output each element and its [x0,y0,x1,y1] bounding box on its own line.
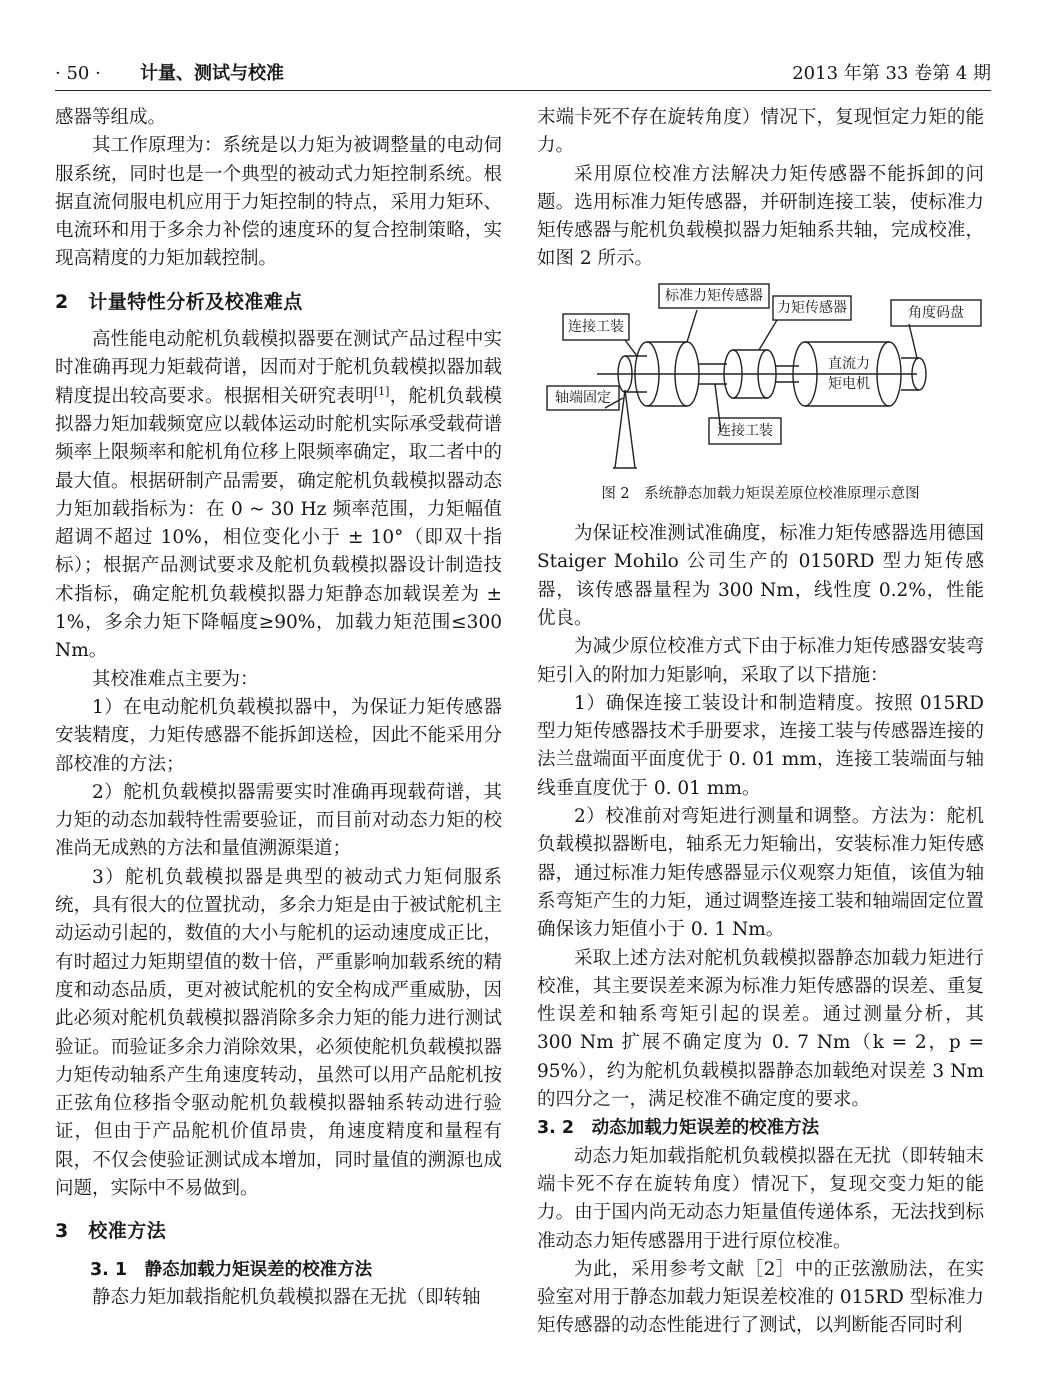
paragraph: 为此，采用参考文献［2］中的正弦激励法，在实验室对用于静态加载力矩误差校准的 015RD 型标准力矩传感器的动态性能进行了测试，以判断能否同时利 [537,1258,984,1337]
fig-label-motor-line1: 直流力 [828,355,870,372]
section-heading-3: 3 校准方法 [55,1220,167,1243]
citation-ref: [1] [373,384,390,398]
fig-label-shaft-fixed: 轴端固定 [555,389,611,406]
paragraph: 感器等组成。 [55,107,167,128]
paragraph: 1）在电动舵机负载模拟器中，为保证力矩传感器安装精度，力矩传感器不能拆卸送检，因此不能采用分部校准的方法； [55,696,502,775]
issue-info: 2013 年第 33 卷第 4 期 [792,63,991,84]
paragraph: 2）校准前对弯矩进行测量和调整。方法为：舵机负载模拟器断电，轴系无力矩输出，安装标准力矩传感器，通过标准力矩传感器显示仪观察力矩值，该值为轴系弯矩产生的力矩，通过调整连接工装和轴端固定位置确保该力矩值小于 0. 1 Nm。 [537,806,984,941]
paragraph: 动态力矩加载指舵机负载模拟器在无扰（即转轴末端卡死不存在旋转角度）情况下，复现交变力矩的能力。由于国内尚无动态力矩量值传递体系，无法找到标准动态力矩传感器用于进行原位校准。 [537,1145,984,1252]
subsection-heading-3-2: 3. 2 动态加载力矩误差的校准方法 [537,1118,820,1139]
right-column [537,104,984,1341]
paragraph-text: ，舵机负载模拟器力矩加载频宽应以载体运动时舵机实际承受载荷谱频率上限频率和舵机角位移上限频率确定，取二者中的最大值。根据研制产品需要，确定舵机负载模拟器动态力矩加载指标为：在 0 ~ 30 Hz 频率范围，力矩幅值超调不超过 10%，相位变化小于 ± 10°（即双十指标）；根据产品测试要求及舵机负载模拟器设计制造技术指标，确定舵机负载模拟器力矩静态加载误差为 ± 1%，多余力矩下降幅度≥90%，加载力矩范围≤300 Nm。 [55,385,502,662]
paragraph: 为保证校准测试准确度，标准力矩传感器选用德国 Staiger Mohilo 公司生产的 0150RD 型力矩传感器，该传感器量程为 300 Nm，线性度 0.2%，性能优良。 [537,523,984,629]
figure-2 [537,280,984,476]
subsection-heading-3-1: 3. 1 静态加载力矩误差的校准方法 [90,1259,373,1280]
fig-label-motor-line2: 矩电机 [828,375,870,392]
fig-label-std-sensor: 标准力矩传感器 [665,287,763,304]
page-number: · 50 · [55,63,101,84]
fig-label-fixture-top: 连接工装 [568,318,624,335]
paragraph: 末端卡死不存在旋转角度）情况下，复现恒定力矩的能力。 [537,107,984,157]
leader-line [625,340,637,356]
paragraph: 其工作原理为：系统是以力矩为被调整量的电动伺服系统，同时也是一个典型的被动式力矩控制系统。根据直流伺服电机应用于力矩控制的特点，采用力矩环、电流环和用于多余力补偿的速度环的复合控制策略，实现高精度的力矩加载控制。 [55,135,502,270]
paragraph [55,326,502,666]
paragraph: 1）确保连接工装设计和制造精度。按照 015RD 型力矩传感器技术手册要求，连接工装与传感器连接的法兰盘端面平面度优于 0. 01 mm，连接工装端面与轴线垂直度优于 0. 01 mm。 [537,692,984,799]
paragraph: 采取上述方法对舵机负载模拟器静态加载力矩进行校准，其主要误差来源为标准力矩传感器的误差、重复性误差和轴系弯矩引起的误差。通过测量分析，其 300 Nm 扩展不确定度为 0. 7 Nm（k = 2，p = 95%），约为舵机负载模拟器静态加载绝对误差 3 Nm 的四分之一，满足校准不确定度的要求。 [537,947,984,1111]
paragraph: 采用原位校准方法解决力矩传感器不能拆卸的问题。选用标准力矩传感器，并研制连接工装，使标准力矩传感器与舵机负载模拟器力矩轴系共轴，完成校准，如图 2 所示。 [537,163,984,270]
paragraph: 静态力矩加载指舵机负载模拟器在无扰（即转轴 [92,1286,481,1308]
leader-line [909,324,917,358]
figure-caption: 图 2 系统静态加载力矩误差原位校准原理示意图 [601,485,920,502]
section-heading-2: 2 计量特性分析及校准难点 [55,290,303,313]
fig-label-fixture-bottom: 连接工装 [717,422,773,439]
paragraph: 2）舵机负载模拟器需要实时准确再现载荷谱，其力矩的动态加载特性需要验证，而目前对动态力矩的校准尚无成熟的方法和量值溯源渠道； [55,781,502,860]
leader-line [759,320,777,350]
fig-label-motor [819,354,879,394]
paragraph: 3）舵机负载模拟器是典型的被动式力矩伺服系统，具有很大的位置扰动，多余力矩是由于被试舵机主动运动引起的，数值的大小与舵机的运动速度成正比，有时超过力矩期望值的数十倍，严重影响加载系统的精度和动态品质，更对被试舵机的安全构成严重威胁，因此必须对舵机负载模拟器消除多余力矩的能力进行测试验证。而验证多余力消除效果，必须使舵机负载模拟器力矩传动轴系产生角速度转动，虽然可以用产品舵机按正弦角位移指令驱动舵机负载模拟器轴系转动进行验证，但由于产品舵机价值昂贵，角速度精度和量程有限，不仅会使验证测试成本增加，同时量值的溯源也成问题，实际中不易做到。 [55,866,502,1199]
paragraph: 为减少原位校准方式下由于标准力矩传感器安装弯矩引入的附加力矩影响，采取了以下措施： [537,636,984,686]
header-rule [55,90,991,91]
paragraph: 其校准难点主要为： [92,668,259,690]
leader-line [687,310,697,342]
left-column [55,104,502,1312]
fig-label-encoder: 角度码盘 [908,304,964,321]
paragraph-text: 高性能电动舵机负载模拟器要在测试产品过程中实时准确再现力矩载荷谱，因而对于舵机负载模拟器加载精度提出较高要求。根据相关研究表明 [55,329,502,407]
fig-label-sensor: 力矩传感器 [777,299,847,316]
journal-title: 计量、测试与校准 [140,63,284,84]
